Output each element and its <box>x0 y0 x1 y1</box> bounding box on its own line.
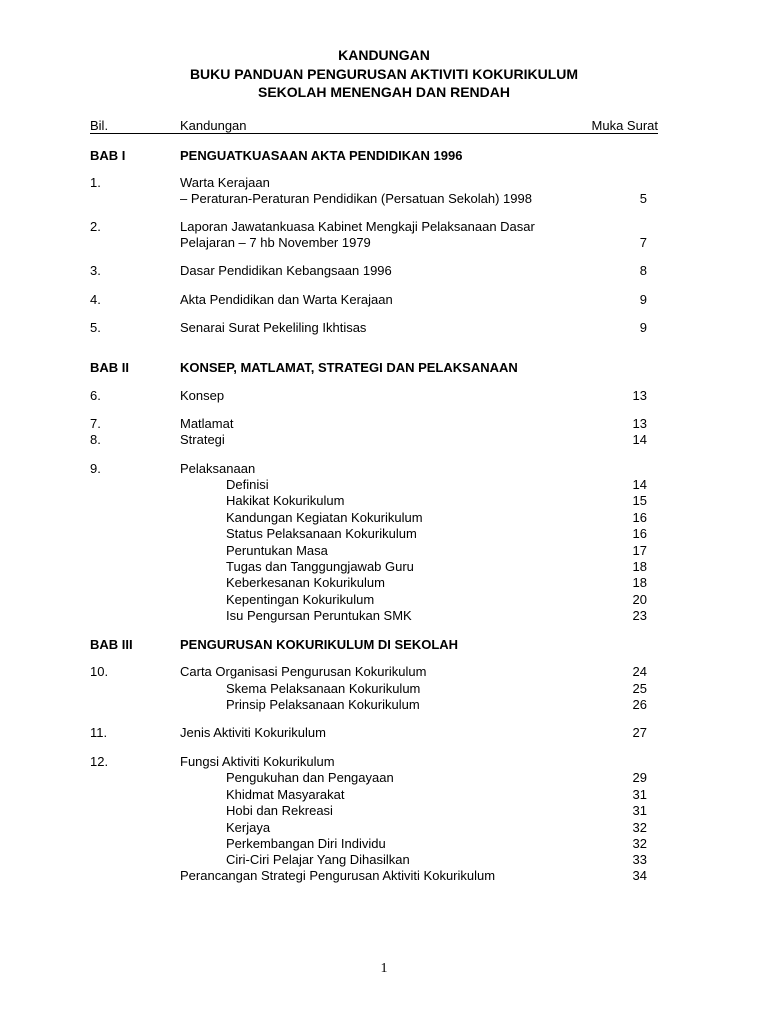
sub-entry-page: 25 <box>632 681 647 696</box>
sub-entry-page: 32 <box>632 836 647 851</box>
entry-page: 13 <box>632 388 647 403</box>
entry-title: Laporan Jawatankuasa Kabinet Mengkaji Pelaksanaan Dasar <box>180 219 535 234</box>
entry-number: 10. <box>90 664 109 679</box>
entry-number: 1. <box>90 175 101 190</box>
sub-entry-page: 32 <box>632 820 647 835</box>
entry-page: 34 <box>632 868 647 883</box>
entry-number: 2. <box>90 219 101 234</box>
entry-title: Jenis Aktiviti Kokurikulum <box>180 725 326 740</box>
sub-entry-title: Keberkesanan Kokurikulum <box>226 575 385 590</box>
header-muka-surat: Muka Surat <box>591 118 658 133</box>
entry-title-line2: – Peraturan-Peraturan Pendidikan (Persatuan Sekolah) 1998 <box>180 191 532 206</box>
sub-entry-title: Khidmat Masyarakat <box>226 787 345 802</box>
entry-page: 14 <box>632 432 647 447</box>
entry-number: 3. <box>90 263 101 278</box>
sub-entry-page: 26 <box>632 697 647 712</box>
entry-title: Akta Pendidikan dan Warta Kerajaan <box>180 292 393 307</box>
sub-entry-title: Pengukuhan dan Pengayaan <box>226 770 394 785</box>
sub-entry-title: Kepentingan Kokurikulum <box>226 592 375 607</box>
chapter-label: BAB III <box>90 637 133 652</box>
sub-entry-title: Peruntukan Masa <box>226 543 328 558</box>
entry-title: Pelaksanaan <box>180 461 256 476</box>
entry-title: Dasar Pendidikan Kebangsaan 1996 <box>180 263 392 278</box>
sub-entry-page: 29 <box>632 770 647 785</box>
entry-page: 8 <box>639 263 647 278</box>
entry-number: 4. <box>90 292 101 307</box>
entry-page: 24 <box>632 664 647 679</box>
entry-number: 8. <box>90 432 101 447</box>
sub-entry-page: 31 <box>632 787 647 802</box>
entry-title: Matlamat <box>180 416 234 431</box>
sub-entry-page: 33 <box>632 852 647 867</box>
entry-title: Perancangan Strategi Pengurusan Aktiviti Kokurikulum <box>180 868 496 883</box>
sub-entry-page: 17 <box>632 543 647 558</box>
sub-entry-title: Tugas dan Tanggungjawab Guru <box>226 559 414 574</box>
sub-entry-title: Ciri-Ciri Pelajar Yang Dihasilkan <box>226 852 410 867</box>
chapter-title: KONSEP, MATLAMAT, STRATEGI DAN PELAKSANAAN <box>180 360 518 375</box>
sub-entry-page: 15 <box>632 493 647 508</box>
sub-entry-page: 16 <box>632 510 647 525</box>
chapter-title: PENGUATKUASAAN AKTA PENDIDIKAN 1996 <box>180 148 463 163</box>
sub-entry-title: Perkembangan Diri Individu <box>226 836 386 851</box>
sub-entry-page: 18 <box>632 575 647 590</box>
entry-page: 9 <box>639 292 647 307</box>
page-number: 1 <box>380 961 388 976</box>
sub-entry-page: 20 <box>632 592 647 607</box>
entry-number: 6. <box>90 388 101 403</box>
entry-page: 5 <box>639 191 647 206</box>
sub-entry-title: Prinsip Pelaksanaan Kokurikulum <box>226 697 420 712</box>
sub-entry-page: 23 <box>632 608 647 623</box>
sub-entry-title: Kerjaya <box>226 820 271 835</box>
table-header <box>90 118 658 134</box>
entry-page: 27 <box>632 725 647 740</box>
entry-page: 7 <box>639 235 647 250</box>
entry-title: Warta Kerajaan <box>180 175 270 190</box>
document-title: KANDUNGAN <box>338 47 430 63</box>
document-subtitle: BUKU PANDUAN PENGURUSAN AKTIVITI KOKURIKULUM <box>189 66 579 82</box>
entry-title: Konsep <box>180 388 225 403</box>
entry-title: Strategi <box>180 432 225 447</box>
entry-number: 5. <box>90 320 101 335</box>
entry-page: 9 <box>639 320 647 335</box>
sub-entry-page: 31 <box>632 803 647 818</box>
sub-entry-title: Isu Pengursan Peruntukan SMK <box>226 608 412 623</box>
entry-number: 7. <box>90 416 101 431</box>
chapter-label: BAB I <box>90 148 126 163</box>
entry-title: Fungsi Aktiviti Kokurikulum <box>180 754 335 769</box>
entry-title: Senarai Surat Pekeliling Ikhtisas <box>180 320 367 335</box>
sub-entry-title: Status Pelaksanaan Kokurikulum <box>226 526 417 541</box>
entry-number: 11. <box>90 725 108 740</box>
entry-page: 13 <box>632 416 647 431</box>
sub-entry-page: 18 <box>632 559 647 574</box>
sub-entry-page: 16 <box>632 526 647 541</box>
header-bil: Bil. <box>90 118 109 133</box>
chapter-label: BAB II <box>90 360 129 375</box>
sub-entry-title: Definisi <box>226 477 269 492</box>
entry-title: Carta Organisasi Pengurusan Kokurikulum <box>180 664 427 679</box>
sub-entry-title: Skema Pelaksanaan Kokurikulum <box>226 681 421 696</box>
entry-number: 9. <box>90 461 101 476</box>
sub-entry-title: Hobi dan Rekreasi <box>226 803 333 818</box>
chapter-title: PENGURUSAN KOKURIKULUM DI SEKOLAH <box>180 637 459 652</box>
sub-entry-title: Kandungan Kegiatan Kokurikulum <box>226 510 423 525</box>
sub-entry-page: 14 <box>632 477 647 492</box>
entry-number: 12. <box>90 754 109 769</box>
sub-entry-title: Hakikat Kokurikulum <box>226 493 345 508</box>
entry-title-line2: Pelajaran – 7 hb November 1979 <box>180 235 371 250</box>
document-subtitle-2: SEKOLAH MENENGAH DAN RENDAH <box>257 84 510 100</box>
header-kandungan: Kandungan <box>180 118 247 133</box>
